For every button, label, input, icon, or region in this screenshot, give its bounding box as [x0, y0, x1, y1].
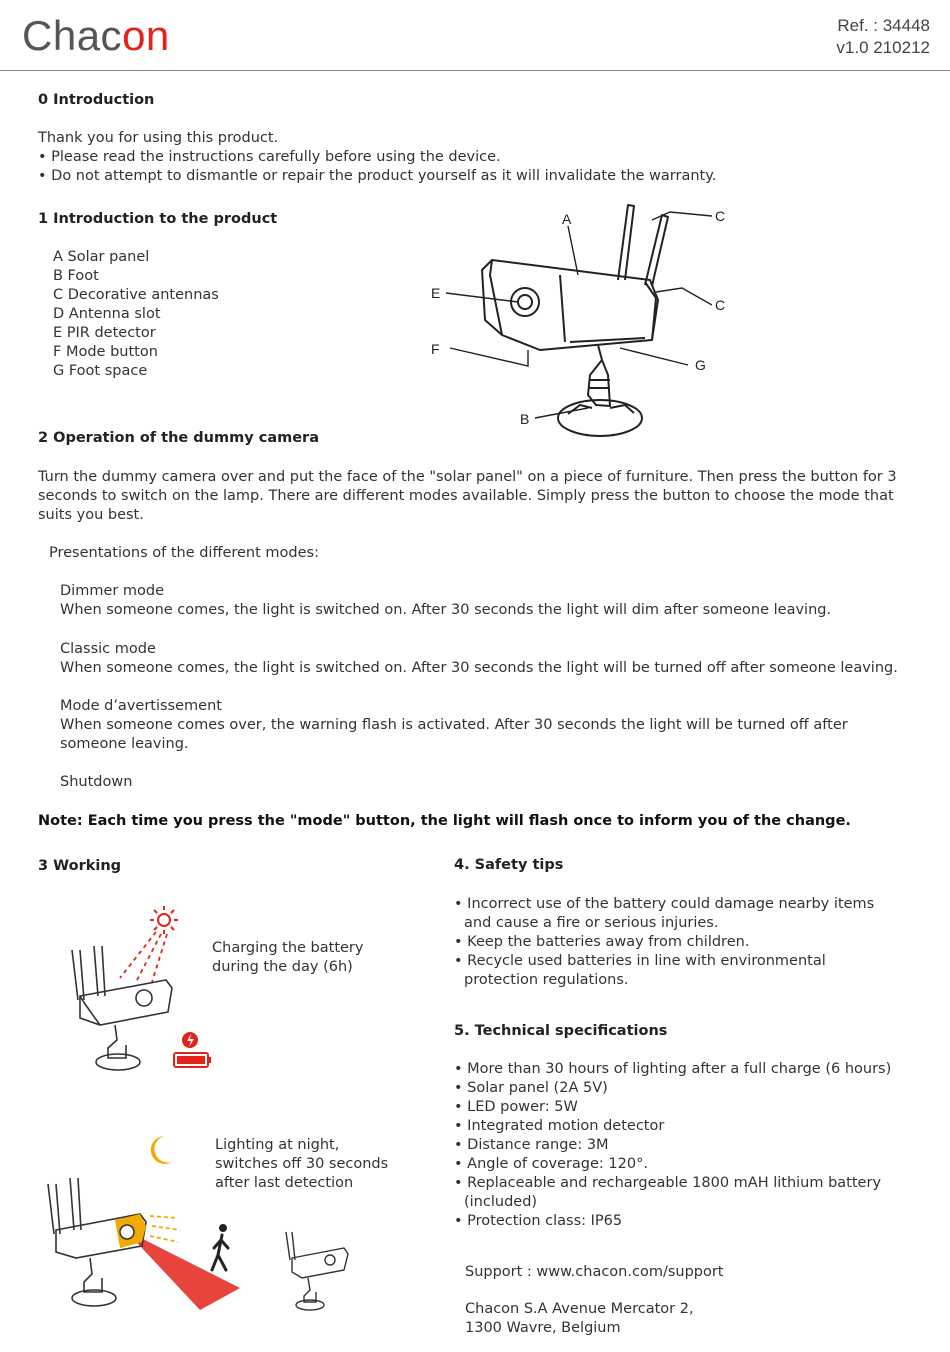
- support-link[interactable]: Support : www.chacon.com/support: [465, 1264, 724, 1280]
- label-f: F: [431, 341, 440, 357]
- label-e: E: [431, 285, 441, 301]
- safety-tip: • Recycle used batteries in line with environmental protection regulations.: [454, 953, 826, 988]
- section-4-title: 4. Safety tips: [454, 857, 564, 873]
- section-2-title: 2 Operation of the dummy camera: [38, 430, 319, 446]
- logo-text-end: n: [145, 12, 170, 59]
- label-a: A: [562, 211, 572, 227]
- charging-illustration: [60, 900, 220, 1080]
- sun-rays: [120, 932, 167, 982]
- spec-item: • Integrated motion detector: [454, 1118, 665, 1134]
- part-item: C Decorative antennas: [53, 287, 219, 303]
- part-item: E PIR detector: [53, 325, 156, 341]
- spec-item: • LED power: 5W: [454, 1099, 578, 1115]
- camera-drawing: [482, 205, 668, 436]
- section-2-intro: Turn the dummy camera over and put the face of the "solar panel" on a piece of furniture. Then press the button for 3 seconds to switch on the lamp. There are different modes available. Simply press the button to choose the mode that suits you best.: [38, 469, 897, 523]
- mode-description: When someone comes, the light is switched on. After 30 seconds the light will be turned off after someone leaving.: [60, 660, 898, 676]
- mode-shutdown: Shutdown: [60, 774, 133, 790]
- safety-tips-list: [454, 895, 904, 990]
- label-b: B: [520, 411, 530, 427]
- address-line: 1300 Wavre, Belgium: [465, 1320, 621, 1336]
- section-0-body: [38, 129, 918, 186]
- spec-item: • Solar panel (2A 5V): [454, 1080, 608, 1096]
- ref-number: Ref. : 34448: [837, 16, 930, 35]
- intro-line: • Do not attempt to dismantle or repair the product yourself as it will invalidate the warranty.: [38, 168, 717, 184]
- caption-line: Charging the battery: [212, 940, 364, 956]
- logo-power-o: o: [122, 12, 146, 59]
- parts-list: [53, 248, 219, 381]
- mode-dimmer: [60, 582, 920, 620]
- label-c-top: C: [715, 208, 726, 224]
- mode-name: Classic mode: [60, 641, 156, 657]
- camera-small-icon: [286, 1232, 348, 1310]
- label-c-bottom: C: [715, 297, 726, 313]
- logo-text-start: Chac: [22, 12, 123, 59]
- spec-item: • More than 30 hours of lighting after a full charge (6 hours): [454, 1061, 892, 1077]
- mode-warning: [60, 697, 910, 754]
- section-5-title: 5. Technical specifications: [454, 1023, 668, 1039]
- company-address: [465, 1300, 694, 1338]
- battery-icon: [174, 1032, 211, 1067]
- sun-icon: [150, 906, 178, 934]
- mode-description: When someone comes, the light is switched on. After 30 seconds the light will dim after someone leaving.: [60, 602, 832, 618]
- part-item: G Foot space: [53, 363, 148, 379]
- callout-lines: [446, 212, 712, 418]
- spec-item: • Replaceable and rechargeable 1800 mAH lithium battery (included): [454, 1175, 882, 1210]
- address-line: Chacon S.A Avenue Mercator 2,: [465, 1301, 694, 1317]
- caption-line: switches off 30 seconds: [215, 1156, 389, 1172]
- light-rays: [150, 1216, 180, 1242]
- caption-line: after last detection: [215, 1175, 354, 1191]
- spec-item: • Angle of coverage: 120°.: [454, 1156, 648, 1172]
- specs-list: [454, 1060, 904, 1231]
- part-item: F Mode button: [53, 344, 158, 360]
- part-item: D Antenna slot: [53, 306, 161, 322]
- brand-logo: [22, 12, 170, 60]
- section-0-title: 0 Introduction: [38, 92, 155, 108]
- product-diagram: [420, 200, 740, 445]
- mode-note: Note: Each time you press the "mode" button, the light will flash once to inform you of the change.: [38, 813, 851, 829]
- spec-item: • Protection class: IP65: [454, 1213, 623, 1229]
- caption-line: Lighting at night,: [215, 1137, 340, 1153]
- safety-tip: • Keep the batteries away from children.: [454, 934, 750, 950]
- part-item: B Foot: [53, 268, 99, 284]
- version-number: v1.0 210212: [836, 38, 930, 57]
- section-3-title: 3 Working: [38, 858, 122, 874]
- mode-classic: [60, 640, 920, 678]
- caption-line: during the day (6h): [212, 959, 353, 975]
- part-item: A Solar panel: [53, 249, 150, 265]
- label-g: G: [695, 357, 706, 373]
- modes-heading: Presentations of the different modes:: [49, 545, 319, 561]
- header-divider: [0, 70, 950, 71]
- mode-name: Dimmer mode: [60, 583, 165, 599]
- spec-item: • Distance range: 3M: [454, 1137, 609, 1153]
- charging-caption: [212, 939, 363, 977]
- mode-name: Mode d’avertissement: [60, 698, 222, 714]
- night-caption: [215, 1136, 388, 1193]
- intro-line: Thank you for using this product.: [38, 130, 279, 146]
- safety-tip: • Incorrect use of the battery could damage nearby items and cause a fire or serious injuries.: [454, 896, 875, 931]
- mode-description: When someone comes over, the warning flash is activated. After 30 seconds the light will be turned off after someone leaving.: [60, 717, 848, 752]
- document-reference: [836, 15, 930, 59]
- moon-icon: [151, 1136, 172, 1164]
- intro-line: • Please read the instructions carefully before using the device.: [38, 149, 501, 165]
- person-icon: [212, 1224, 228, 1270]
- section-1-title: 1 Introduction to the product: [38, 211, 278, 227]
